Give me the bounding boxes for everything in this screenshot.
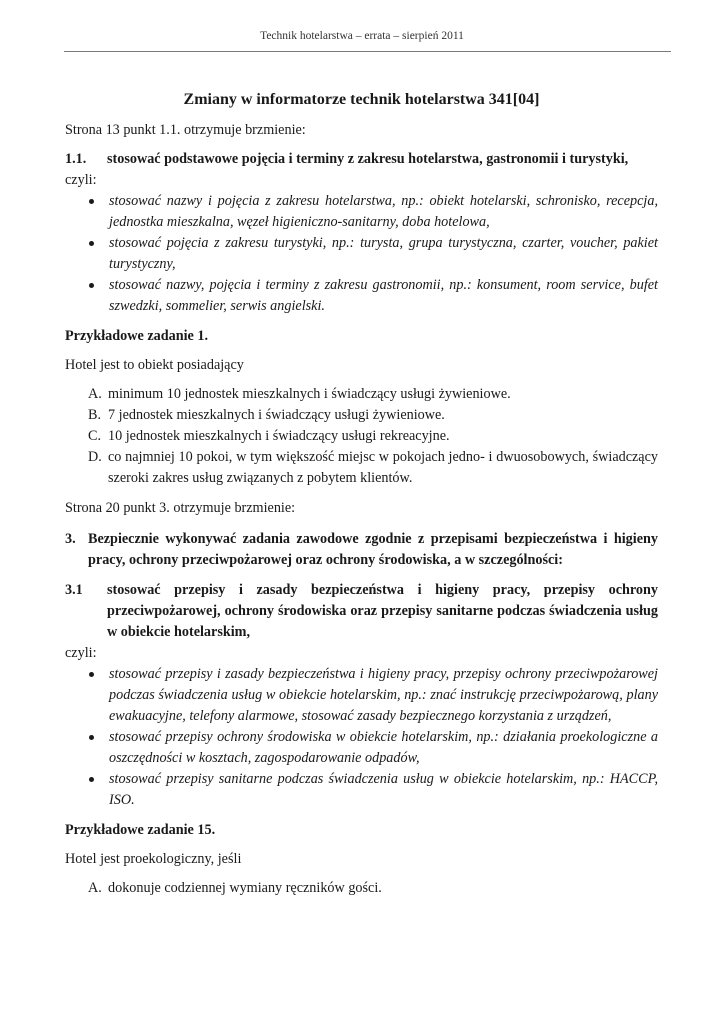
section3-number: 3. [65,531,76,547]
answer-option [65,447,658,489]
task1-options [65,384,658,489]
answer-option [65,384,658,405]
document-body [65,89,658,908]
option-text: 10 jednostek mieszkalnych i świadczący usługi rekreacyjne. [108,428,450,444]
option-letter: B. [88,407,102,423]
option-text: minimum 10 jednostek mieszkalnych i świadczący usługi żywieniowe. [108,386,511,402]
option-letter: D. [88,449,102,465]
option-letter: C. [88,428,102,444]
section3-item [65,580,658,643]
answer-option [65,426,658,447]
list-item: stosować pojęcia z zakresu turystyki, np.: turysta, grupa turystyczna, czarter, voucher, pakiet turystyczny, [65,233,658,275]
answer-option [65,405,658,426]
list-item: stosować przepisy i zasady bezpieczeństwa i higieny pracy, przepisy ochrony przeciwpożarowej podczas świadczenia usług w obiekcie hotelarskim, np.: znać instrukcję przeciwpożarową, plany ewakuacyjne, telefony alarmowe, stosować zasady bezpiecznego korzystania z urządzeń, [65,664,658,727]
task15-options [65,878,658,899]
task15-question: Hotel jest proekologiczny, jeśli [65,851,242,867]
answer-option [65,878,658,899]
list-item: stosować nazwy i pojęcia z zakresu hotelarstwa, np.: obiekt hotelarski, schronisko, recepcja, jednostka mieszkalna, węzeł higieniczno-sanitarny, doba hotelowa, [65,191,658,233]
option-text: 7 jednostek mieszkalnych i świadczący usługi żywieniowe. [108,407,445,423]
section2-intro: Strona 20 punkt 3. otrzymuje brzmienie: [65,500,296,516]
page-header: Technik hotelarstwa – errata – sierpień 2011 [260,30,464,42]
section2-bullet-list [65,664,658,811]
task1-question: Hotel jest to obiekt posiadający [65,357,244,373]
section1-item-number: 1.1. [65,151,87,167]
section1-item [65,149,658,170]
option-letter: A. [88,880,102,896]
section1-intro: Strona 13 punkt 1.1. otrzymuje brzmienie: [65,122,306,138]
section3-item-text: stosować przepisy i zasady bezpieczeństwa i higieny pracy, przepisy ochrony przeciwpożarowej, ochrony środowiska oraz przepisy sanitarne podczas świadczenia usług w obiekcie hotelarskim, [107,582,658,640]
section1-item-text: stosować podstawowe pojęcia i terminy z zakresu hotelarstwa, gastronomii i turystyki, [107,151,629,167]
document-title: Zmiany w informatorze technik hotelarstwa 341[04] [183,91,540,108]
list-item: stosować przepisy sanitarne podczas świadczenia usług w obiekcie hotelarskim, np.: HACCP, ISO. [65,769,658,811]
section3-heading [65,529,658,571]
task15-heading: Przykładowe zadanie 15. [65,822,216,838]
section3-text: Bezpiecznie wykonywać zadania zawodowe zgodnie z przepisami bezpieczeństwa i higieny pracy, ochrony przeciwpożarowej oraz ochrony środowiska, a w szczególności: [88,531,658,568]
section3-item-number: 3.1 [65,582,83,598]
section2-czyli: czyli: [65,645,97,661]
list-item: stosować nazwy, pojęcia i terminy z zakresu gastronomii, np.: konsument, room service, bufet szwedzki, sommelier, serwis angielski. [65,275,658,317]
option-text: dokonuje codziennej wymiany ręczników gości. [108,880,382,896]
list-item: stosować przepisy ochrony środowiska w obiekcie hotelarskim, np.: działania proekologiczne a oszczędności w kosztach, zagospodarowanie odpadów, [65,727,658,769]
task1-heading: Przykładowe zadanie 1. [65,328,209,344]
section1-czyli: czyli: [65,172,97,188]
option-letter: A. [88,386,102,402]
header-divider [64,51,671,52]
section1-bullet-list [65,191,658,317]
option-text: co najmniej 10 pokoi, w tym większość miejsc w pokojach jedno- i dwuosobowych, świadczący szeroki zakres usług związanych z pobytem klientów. [108,449,658,486]
